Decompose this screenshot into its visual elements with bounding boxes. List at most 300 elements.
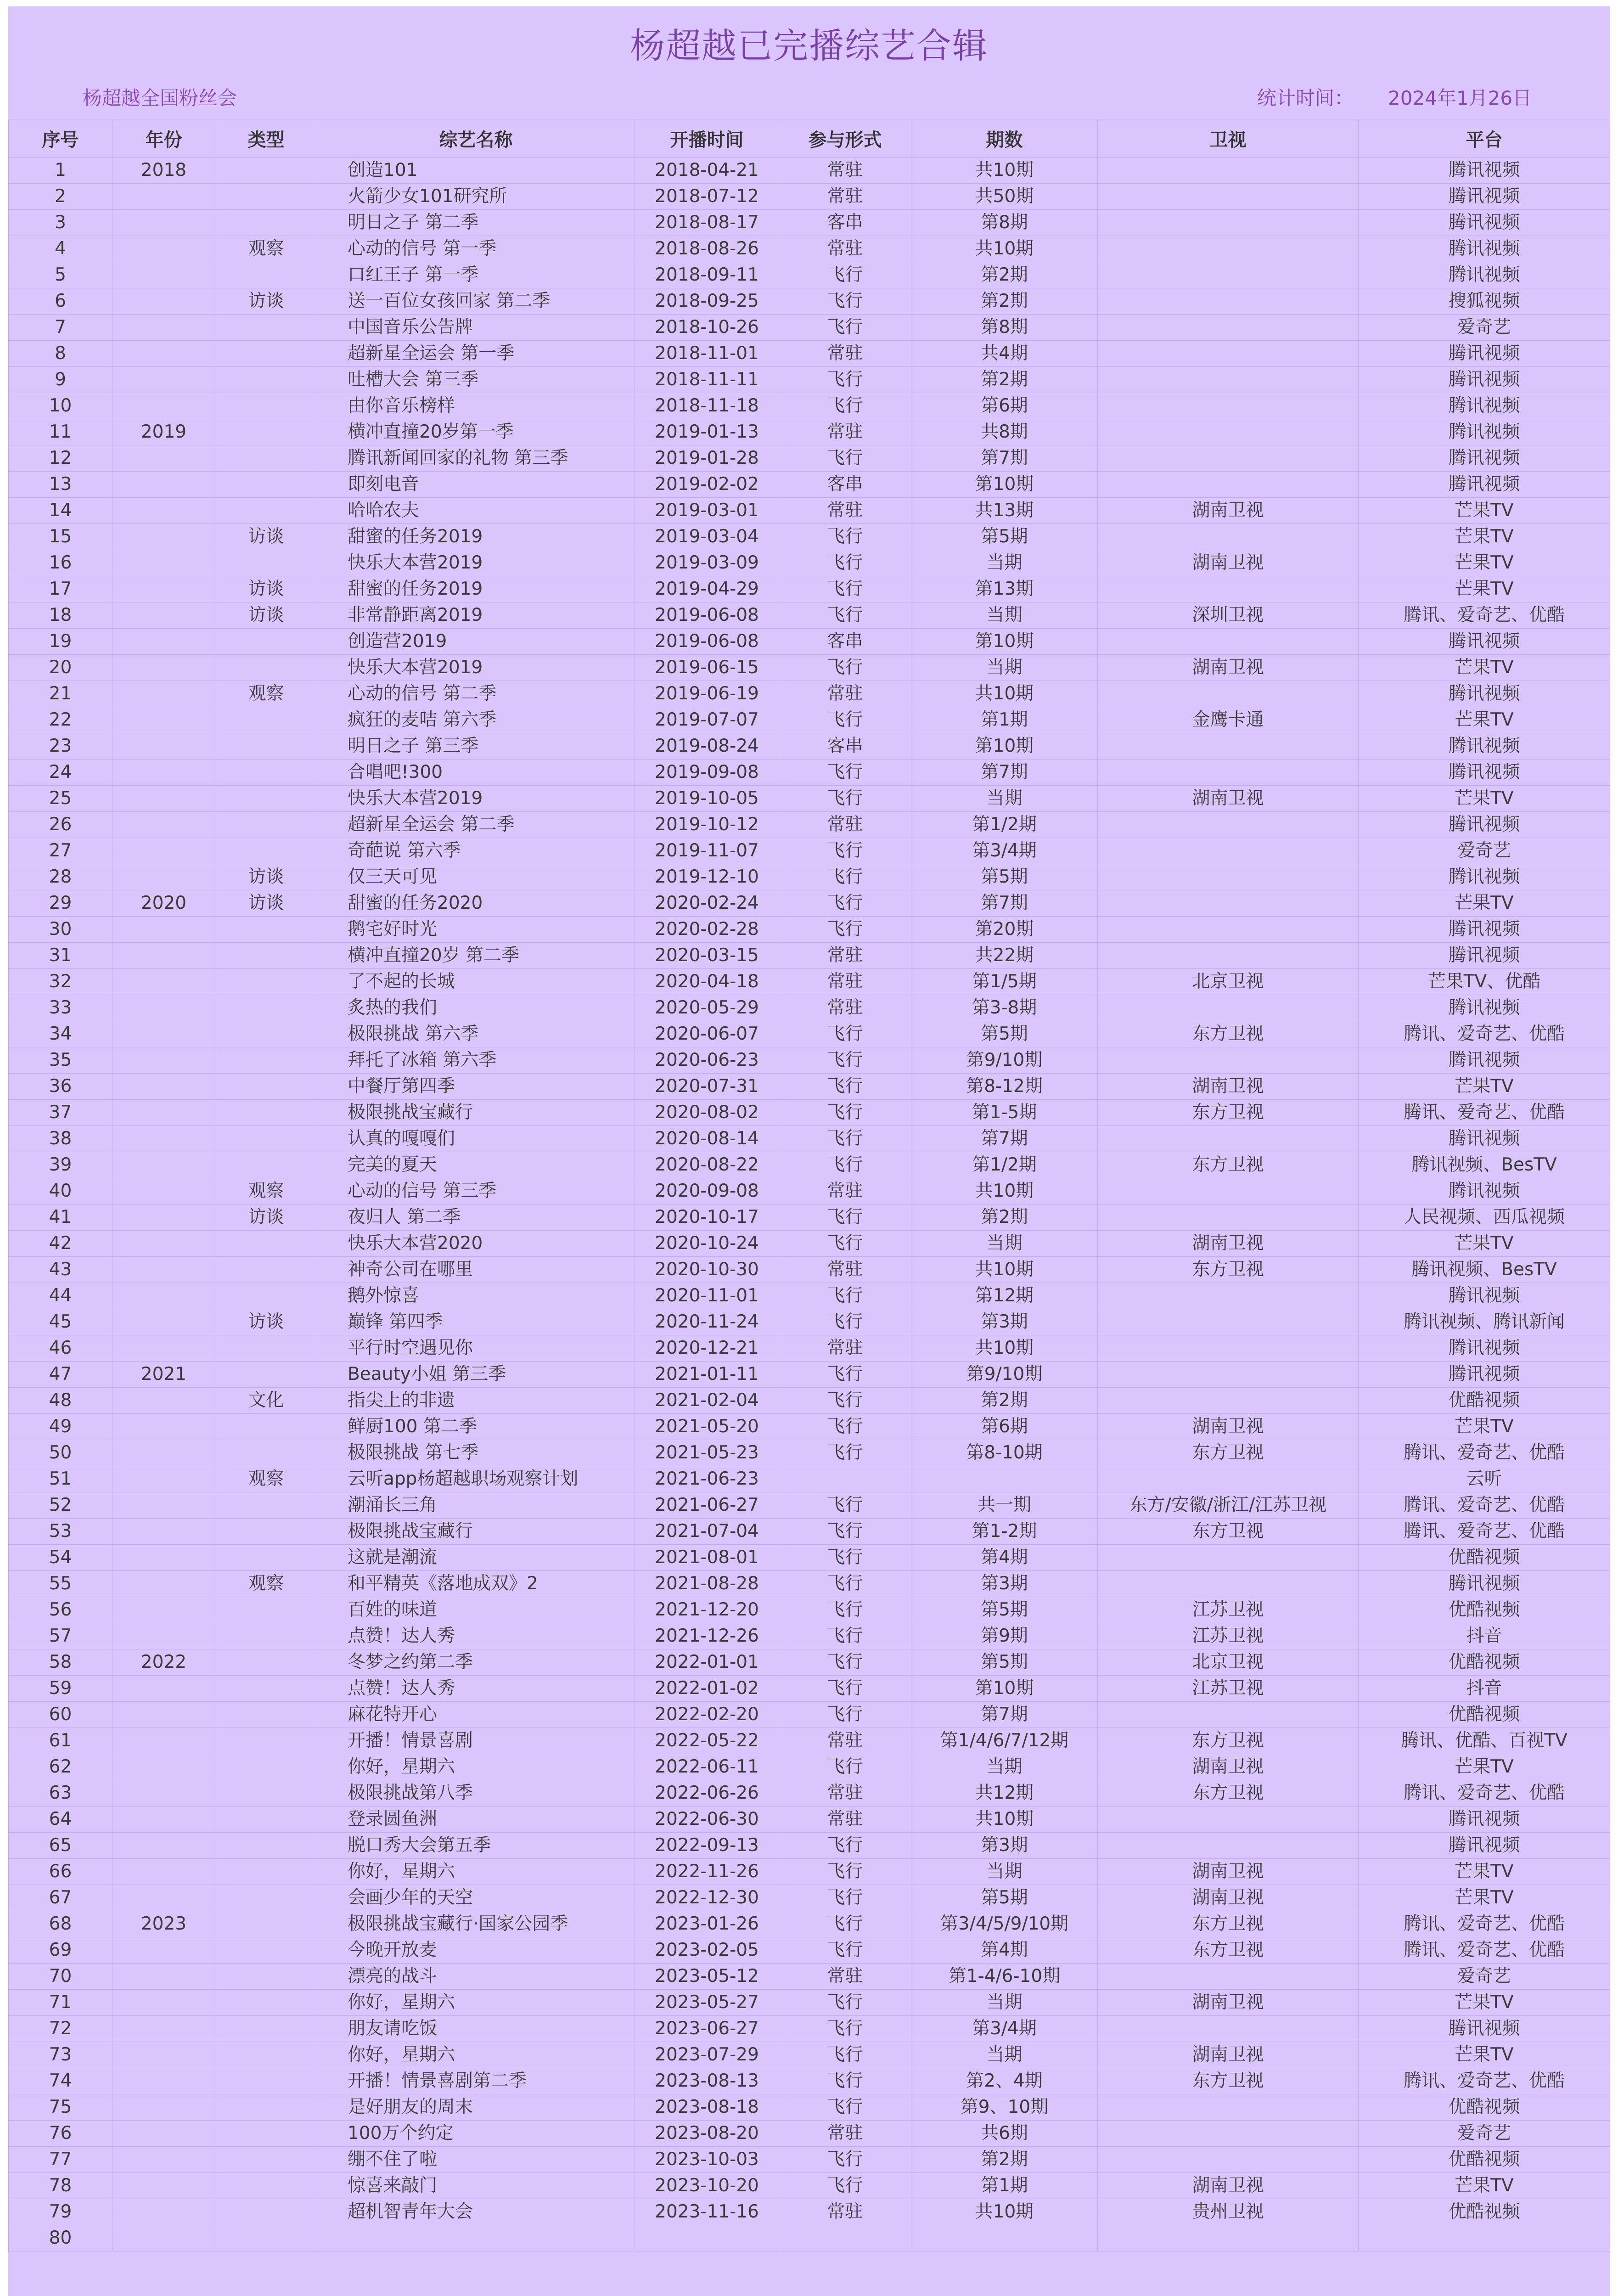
cell-show-name[interactable]: 漂亮的战斗 [317,1964,635,1990]
cell-air-date[interactable]: 2023-05-12 [635,1964,779,1990]
cell-tv-station[interactable] [1098,2147,1359,2173]
cell-type[interactable] [215,1021,317,1047]
cell-type[interactable] [215,2121,317,2147]
cell-air-date[interactable]: 2022-06-26 [635,1780,779,1806]
cell-show-name[interactable]: 和平精英《落地成双》2 [317,1571,635,1597]
cell-tv-station[interactable]: 湖南卫视 [1098,2173,1359,2199]
cell-air-date[interactable]: 2019-08-24 [635,733,779,760]
cell-show-name[interactable]: 非常静距离2019 [317,602,635,629]
cell-show-name[interactable]: 潮涌长三角 [317,1492,635,1519]
cell-show-name[interactable]: 鲜厨100 第二季 [317,1414,635,1440]
cell-show-name[interactable]: 哈哈农夫 [317,498,635,524]
cell-platform[interactable]: 腾讯、爱奇艺、优酷 [1359,1780,1610,1806]
cell-year[interactable] [112,2068,215,2094]
cell-index[interactable]: 76 [9,2121,112,2147]
cell-participation[interactable]: 常驻 [779,1335,911,1362]
cell-tv-station[interactable] [1098,1702,1359,1728]
cell-type[interactable]: 访谈 [215,576,317,602]
cell-participation[interactable]: 飞行 [779,1492,911,1519]
cell-index[interactable]: 74 [9,2068,112,2094]
cell-tv-station[interactable]: 湖南卫视 [1098,498,1359,524]
cell-platform[interactable]: 芒果TV [1359,550,1610,576]
cell-episodes[interactable]: 第2期 [911,367,1098,393]
cell-type[interactable] [215,917,317,943]
cell-year[interactable] [112,341,215,367]
cell-tv-station[interactable]: 东方卫视 [1098,1100,1359,1126]
cell-type[interactable] [215,1806,317,1833]
cell-type[interactable] [215,1492,317,1519]
cell-year[interactable] [112,1754,215,1780]
cell-platform[interactable]: 优酷视频 [1359,1702,1610,1728]
cell-show-name[interactable]: 你好，星期六 [317,2042,635,2068]
cell-show-name[interactable]: 炙热的我们 [317,995,635,1021]
cell-show-name[interactable]: 点赞！达人秀 [317,1676,635,1702]
cell-air-date[interactable]: 2022-11-26 [635,1859,779,1885]
cell-participation[interactable]: 常驻 [779,1780,911,1806]
cell-air-date[interactable]: 2019-06-08 [635,602,779,629]
cell-show-name[interactable]: 甜蜜的任务2019 [317,524,635,550]
cell-air-date[interactable]: 2020-07-31 [635,1074,779,1100]
cell-tv-station[interactable]: 湖南卫视 [1098,1414,1359,1440]
cell-type[interactable] [215,1780,317,1806]
cell-participation[interactable]: 飞行 [779,1362,911,1388]
cell-type[interactable] [215,1964,317,1990]
cell-type[interactable] [215,2147,317,2173]
cell-type[interactable]: 观察 [215,1571,317,1597]
cell-episodes[interactable]: 第7期 [911,1126,1098,1152]
cell-index[interactable]: 66 [9,1859,112,1885]
cell-show-name[interactable]: 巅锋 第四季 [317,1309,635,1335]
cell-show-name[interactable]: 中国音乐公告牌 [317,315,635,341]
cell-type[interactable]: 访谈 [215,524,317,550]
cell-tv-station[interactable]: 东方卫视 [1098,1780,1359,1806]
cell-participation[interactable]: 飞行 [779,1047,911,1074]
cell-show-name[interactable]: 极限挑战宝藏行 [317,1100,635,1126]
cell-episodes[interactable]: 第7期 [911,445,1098,472]
cell-air-date[interactable]: 2020-11-24 [635,1309,779,1335]
cell-episodes[interactable]: 第10期 [911,629,1098,655]
cell-platform[interactable]: 腾讯视频 [1359,812,1610,838]
cell-year[interactable]: 2023 [112,1911,215,1937]
cell-index[interactable]: 32 [9,969,112,995]
cell-index[interactable]: 42 [9,1231,112,1257]
cell-type[interactable] [215,2094,317,2121]
cell-tv-station[interactable] [1098,2225,1359,2251]
cell-show-name[interactable]: 冬梦之约第二季 [317,1649,635,1676]
cell-show-name[interactable]: 明日之子 第三季 [317,733,635,760]
cell-show-name[interactable]: 快乐大本营2019 [317,655,635,681]
cell-type[interactable] [215,367,317,393]
cell-show-name[interactable]: 极限挑战 第六季 [317,1021,635,1047]
cell-index[interactable]: 23 [9,733,112,760]
cell-show-name[interactable]: 甜蜜的任务2019 [317,576,635,602]
cell-platform[interactable]: 腾讯视频 [1359,210,1610,236]
cell-tv-station[interactable]: 湖南卫视 [1098,550,1359,576]
cell-episodes[interactable]: 第5期 [911,864,1098,890]
cell-episodes[interactable]: 第1-4/6-10期 [911,1964,1098,1990]
cell-episodes[interactable]: 第10期 [911,472,1098,498]
cell-show-name[interactable]: 完美的夏天 [317,1152,635,1178]
cell-index[interactable]: 44 [9,1283,112,1309]
cell-tv-station[interactable] [1098,1388,1359,1414]
cell-air-date[interactable]: 2020-12-21 [635,1335,779,1362]
cell-year[interactable] [112,2147,215,2173]
cell-participation[interactable]: 常驻 [779,158,911,184]
cell-index[interactable]: 28 [9,864,112,890]
cell-platform[interactable]: 腾讯视频 [1359,943,1610,969]
cell-episodes[interactable]: 第3/4/5/9/10期 [911,1911,1098,1937]
cell-participation[interactable] [779,1466,911,1492]
cell-episodes[interactable]: 共6期 [911,2121,1098,2147]
cell-year[interactable] [112,2121,215,2147]
cell-index[interactable]: 4 [9,236,112,262]
cell-show-name[interactable]: 鹅宅好时光 [317,917,635,943]
cell-year[interactable] [112,2199,215,2225]
cell-tv-station[interactable] [1098,2094,1359,2121]
cell-participation[interactable]: 常驻 [779,419,911,445]
cell-episodes[interactable]: 第1-2期 [911,1519,1098,1545]
cell-platform[interactable]: 优酷视频 [1359,1388,1610,1414]
header-year[interactable]: 年份 [112,119,215,158]
cell-year[interactable] [112,838,215,864]
cell-tv-station[interactable] [1098,472,1359,498]
cell-episodes[interactable]: 第13期 [911,576,1098,602]
cell-year[interactable] [112,1074,215,1100]
cell-air-date[interactable]: 2021-05-23 [635,1440,779,1466]
cell-platform[interactable]: 芒果TV [1359,576,1610,602]
cell-platform[interactable]: 芒果TV [1359,2042,1610,2068]
cell-air-date[interactable]: 2019-10-12 [635,812,779,838]
cell-tv-station[interactable] [1098,1335,1359,1362]
cell-type[interactable] [215,1257,317,1283]
cell-platform[interactable]: 腾讯视频 [1359,419,1610,445]
cell-show-name[interactable]: 合唱吧!300 [317,760,635,786]
cell-index[interactable]: 14 [9,498,112,524]
cell-tv-station[interactable] [1098,917,1359,943]
cell-type[interactable] [215,158,317,184]
cell-air-date[interactable]: 2020-08-14 [635,1126,779,1152]
cell-platform[interactable]: 芒果TV [1359,524,1610,550]
cell-show-name[interactable]: 登录圆鱼洲 [317,1806,635,1833]
cell-type[interactable] [215,629,317,655]
cell-year[interactable] [112,1780,215,1806]
cell-show-name[interactable]: 超新星全运会 第一季 [317,341,635,367]
cell-type[interactable]: 文化 [215,1388,317,1414]
header-participation[interactable]: 参与形式 [779,119,911,158]
cell-participation[interactable]: 飞行 [779,786,911,812]
cell-air-date[interactable]: 2020-03-15 [635,943,779,969]
cell-air-date[interactable]: 2023-07-29 [635,2042,779,2068]
cell-year[interactable] [112,655,215,681]
cell-year[interactable] [112,315,215,341]
cell-episodes[interactable]: 当期 [911,602,1098,629]
cell-type[interactable]: 访谈 [215,1204,317,1231]
cell-participation[interactable]: 飞行 [779,1571,911,1597]
cell-participation[interactable]: 飞行 [779,890,911,917]
header-air-date[interactable]: 开播时间 [635,119,779,158]
cell-show-name[interactable]: 送一百位女孩回家 第二季 [317,288,635,315]
cell-platform[interactable]: 芒果TV [1359,1231,1610,1257]
cell-type[interactable] [215,1859,317,1885]
cell-participation[interactable]: 常驻 [779,498,911,524]
cell-type[interactable] [215,1990,317,2016]
cell-platform[interactable]: 腾讯视频 [1359,445,1610,472]
cell-index[interactable]: 46 [9,1335,112,1362]
cell-type[interactable] [215,2016,317,2042]
cell-show-name[interactable]: 心动的信号 第三季 [317,1178,635,1204]
cell-index[interactable]: 29 [9,890,112,917]
cell-tv-station[interactable] [1098,419,1359,445]
cell-show-name[interactable]: 100万个约定 [317,2121,635,2147]
cell-type[interactable] [215,2068,317,2094]
cell-index[interactable]: 73 [9,2042,112,2068]
cell-platform[interactable]: 优酷视频 [1359,1649,1610,1676]
cell-index[interactable]: 53 [9,1519,112,1545]
cell-platform[interactable]: 腾讯视频 [1359,1806,1610,1833]
cell-participation[interactable]: 飞行 [779,576,911,602]
cell-year[interactable] [112,524,215,550]
cell-tv-station[interactable] [1098,210,1359,236]
cell-air-date[interactable]: 2023-08-20 [635,2121,779,2147]
cell-platform[interactable]: 腾讯视频 [1359,158,1610,184]
cell-air-date[interactable]: 2018-11-11 [635,367,779,393]
cell-participation[interactable]: 飞行 [779,838,911,864]
cell-platform[interactable]: 优酷视频 [1359,2094,1610,2121]
cell-type[interactable] [215,1519,317,1545]
cell-participation[interactable]: 常驻 [779,1257,911,1283]
cell-platform[interactable]: 人民视频、西瓜视频 [1359,1204,1610,1231]
cell-show-name[interactable]: 夜归人 第二季 [317,1204,635,1231]
cell-air-date[interactable]: 2021-07-04 [635,1519,779,1545]
cell-platform[interactable]: 抖音 [1359,1676,1610,1702]
cell-show-name[interactable]: 甜蜜的任务2020 [317,890,635,917]
cell-year[interactable] [112,943,215,969]
cell-tv-station[interactable] [1098,576,1359,602]
cell-participation[interactable]: 飞行 [779,1100,911,1126]
cell-tv-station[interactable] [1098,1545,1359,1571]
cell-air-date[interactable]: 2023-10-03 [635,2147,779,2173]
cell-type[interactable] [215,1335,317,1362]
cell-episodes[interactable]: 共13期 [911,498,1098,524]
cell-show-name[interactable]: 奇葩说 第六季 [317,838,635,864]
cell-tv-station[interactable] [1098,1283,1359,1309]
cell-show-name[interactable]: 今晚开放麦 [317,1937,635,1964]
cell-index[interactable]: 5 [9,262,112,288]
cell-episodes[interactable]: 共10期 [911,681,1098,707]
header-type[interactable]: 类型 [215,119,317,158]
cell-episodes[interactable]: 第8-12期 [911,1074,1098,1100]
cell-tv-station[interactable]: 东方卫视 [1098,1257,1359,1283]
cell-platform[interactable]: 腾讯视频 [1359,1047,1610,1074]
cell-show-name[interactable]: 吐槽大会 第三季 [317,367,635,393]
cell-type[interactable] [215,1545,317,1571]
cell-tv-station[interactable] [1098,838,1359,864]
cell-air-date[interactable]: 2019-06-15 [635,655,779,681]
cell-platform[interactable]: 芒果TV [1359,707,1610,733]
cell-platform[interactable]: 腾讯视频 [1359,995,1610,1021]
cell-air-date[interactable]: 2020-05-29 [635,995,779,1021]
cell-index[interactable]: 21 [9,681,112,707]
header-index[interactable]: 序号 [9,119,112,158]
cell-year[interactable] [112,236,215,262]
cell-show-name[interactable]: 横冲直撞20岁第一季 [317,419,635,445]
cell-platform[interactable]: 腾讯视频 [1359,1335,1610,1362]
cell-episodes[interactable]: 共12期 [911,1780,1098,1806]
cell-tv-station[interactable]: 东方卫视 [1098,1440,1359,1466]
cell-show-name[interactable]: 极限挑战宝藏行 [317,1519,635,1545]
cell-type[interactable] [215,472,317,498]
cell-episodes[interactable]: 第3期 [911,1309,1098,1335]
cell-participation[interactable]: 常驻 [779,969,911,995]
cell-participation[interactable]: 常驻 [779,812,911,838]
cell-air-date[interactable]: 2022-05-22 [635,1728,779,1754]
cell-type[interactable] [215,786,317,812]
cell-episodes[interactable]: 第6期 [911,393,1098,419]
cell-platform[interactable]: 抖音 [1359,1623,1610,1649]
cell-show-name[interactable]: 心动的信号 第一季 [317,236,635,262]
cell-type[interactable] [215,1937,317,1964]
cell-episodes[interactable]: 第12期 [911,1283,1098,1309]
cell-index[interactable]: 50 [9,1440,112,1466]
cell-year[interactable] [112,629,215,655]
cell-platform[interactable]: 芒果TV [1359,786,1610,812]
cell-air-date[interactable]: 2019-11-07 [635,838,779,864]
cell-air-date[interactable]: 2018-04-21 [635,158,779,184]
cell-show-name[interactable]: 创造101 [317,158,635,184]
cell-air-date[interactable]: 2019-09-08 [635,760,779,786]
cell-type[interactable] [215,184,317,210]
cell-episodes[interactable]: 当期 [911,655,1098,681]
cell-participation[interactable]: 常驻 [779,1728,911,1754]
cell-show-name[interactable]: 平行时空遇见你 [317,1335,635,1362]
cell-index[interactable]: 36 [9,1074,112,1100]
cell-type[interactable] [215,341,317,367]
cell-show-name[interactable]: 神奇公司在哪里 [317,1257,635,1283]
cell-year[interactable] [112,288,215,315]
cell-index[interactable]: 13 [9,472,112,498]
cell-show-name[interactable] [317,2225,635,2251]
cell-show-name[interactable]: 拜托了冰箱 第六季 [317,1047,635,1074]
cell-participation[interactable]: 飞行 [779,1519,911,1545]
cell-episodes[interactable]: 第6期 [911,1414,1098,1440]
cell-episodes[interactable]: 第8-10期 [911,1440,1098,1466]
cell-platform[interactable]: 腾讯视频 [1359,367,1610,393]
cell-air-date[interactable]: 2023-11-16 [635,2199,779,2225]
cell-year[interactable] [112,1414,215,1440]
cell-type[interactable] [215,419,317,445]
cell-episodes[interactable]: 当期 [911,2042,1098,2068]
cell-show-name[interactable]: 你好，星期六 [317,1754,635,1780]
cell-air-date[interactable]: 2022-09-13 [635,1833,779,1859]
cell-tv-station[interactable]: 湖南卫视 [1098,1885,1359,1911]
cell-platform[interactable] [1359,2225,1610,2251]
cell-participation[interactable]: 飞行 [779,1126,911,1152]
cell-year[interactable] [112,1204,215,1231]
cell-episodes[interactable]: 第5期 [911,1021,1098,1047]
cell-participation[interactable]: 常驻 [779,2199,911,2225]
cell-air-date[interactable]: 2021-06-23 [635,1466,779,1492]
cell-index[interactable]: 63 [9,1780,112,1806]
cell-episodes[interactable]: 当期 [911,550,1098,576]
cell-tv-station[interactable]: 东方/安徽/浙江/江苏卫视 [1098,1492,1359,1519]
cell-episodes[interactable]: 共10期 [911,158,1098,184]
cell-tv-station[interactable] [1098,315,1359,341]
cell-type[interactable] [215,262,317,288]
cell-index[interactable]: 31 [9,943,112,969]
cell-participation[interactable]: 飞行 [779,1702,911,1728]
cell-platform[interactable]: 腾讯视频 [1359,2016,1610,2042]
cell-year[interactable] [112,2042,215,2068]
cell-year[interactable] [112,1728,215,1754]
cell-episodes[interactable]: 共10期 [911,1806,1098,1833]
cell-air-date[interactable]: 2018-09-11 [635,262,779,288]
cell-tv-station[interactable] [1098,890,1359,917]
cell-participation[interactable]: 飞行 [779,1885,911,1911]
cell-participation[interactable]: 常驻 [779,995,911,1021]
cell-platform[interactable]: 芒果TV [1359,1990,1610,2016]
cell-type[interactable] [215,1728,317,1754]
cell-show-name[interactable]: 疯狂的麦咭 第六季 [317,707,635,733]
cell-type[interactable] [215,1074,317,1100]
cell-episodes[interactable]: 第2期 [911,288,1098,315]
cell-year[interactable] [112,1623,215,1649]
cell-type[interactable] [215,655,317,681]
cell-episodes[interactable]: 第1/4/6/7/12期 [911,1728,1098,1754]
cell-participation[interactable]: 飞行 [779,393,911,419]
cell-tv-station[interactable] [1098,158,1359,184]
cell-episodes[interactable]: 第3-8期 [911,995,1098,1021]
cell-episodes[interactable]: 第20期 [911,917,1098,943]
cell-index[interactable]: 26 [9,812,112,838]
cell-year[interactable] [112,576,215,602]
cell-year[interactable] [112,1885,215,1911]
cell-year[interactable] [112,1492,215,1519]
cell-type[interactable]: 观察 [215,1466,317,1492]
cell-participation[interactable]: 客串 [779,733,911,760]
cell-year[interactable] [112,1519,215,1545]
cell-show-name[interactable]: Beauty小姐 第三季 [317,1362,635,1388]
cell-index[interactable]: 22 [9,707,112,733]
cell-show-name[interactable]: 云听app杨超越职场观察计划 [317,1466,635,1492]
cell-air-date[interactable]: 2022-02-20 [635,1702,779,1728]
cell-air-date[interactable]: 2021-12-20 [635,1597,779,1623]
cell-participation[interactable]: 飞行 [779,1074,911,1100]
cell-episodes[interactable]: 第7期 [911,760,1098,786]
cell-tv-station[interactable] [1098,1806,1359,1833]
cell-air-date[interactable]: 2018-07-12 [635,184,779,210]
cell-episodes[interactable]: 第5期 [911,1597,1098,1623]
cell-type[interactable] [215,1597,317,1623]
cell-index[interactable]: 33 [9,995,112,1021]
cell-type[interactable] [215,733,317,760]
cell-air-date[interactable]: 2020-10-30 [635,1257,779,1283]
cell-air-date[interactable]: 2020-02-28 [635,917,779,943]
cell-type[interactable] [215,1414,317,1440]
cell-type[interactable] [215,812,317,838]
cell-year[interactable] [112,2094,215,2121]
cell-tv-station[interactable] [1098,367,1359,393]
cell-type[interactable]: 访谈 [215,890,317,917]
cell-participation[interactable]: 飞行 [779,1309,911,1335]
cell-year[interactable] [112,1806,215,1833]
cell-index[interactable]: 12 [9,445,112,472]
cell-participation[interactable]: 飞行 [779,1152,911,1178]
cell-index[interactable]: 1 [9,158,112,184]
cell-tv-station[interactable]: 东方卫视 [1098,1021,1359,1047]
cell-participation[interactable]: 飞行 [779,1414,911,1440]
cell-index[interactable]: 25 [9,786,112,812]
cell-air-date[interactable]: 2021-02-04 [635,1388,779,1414]
